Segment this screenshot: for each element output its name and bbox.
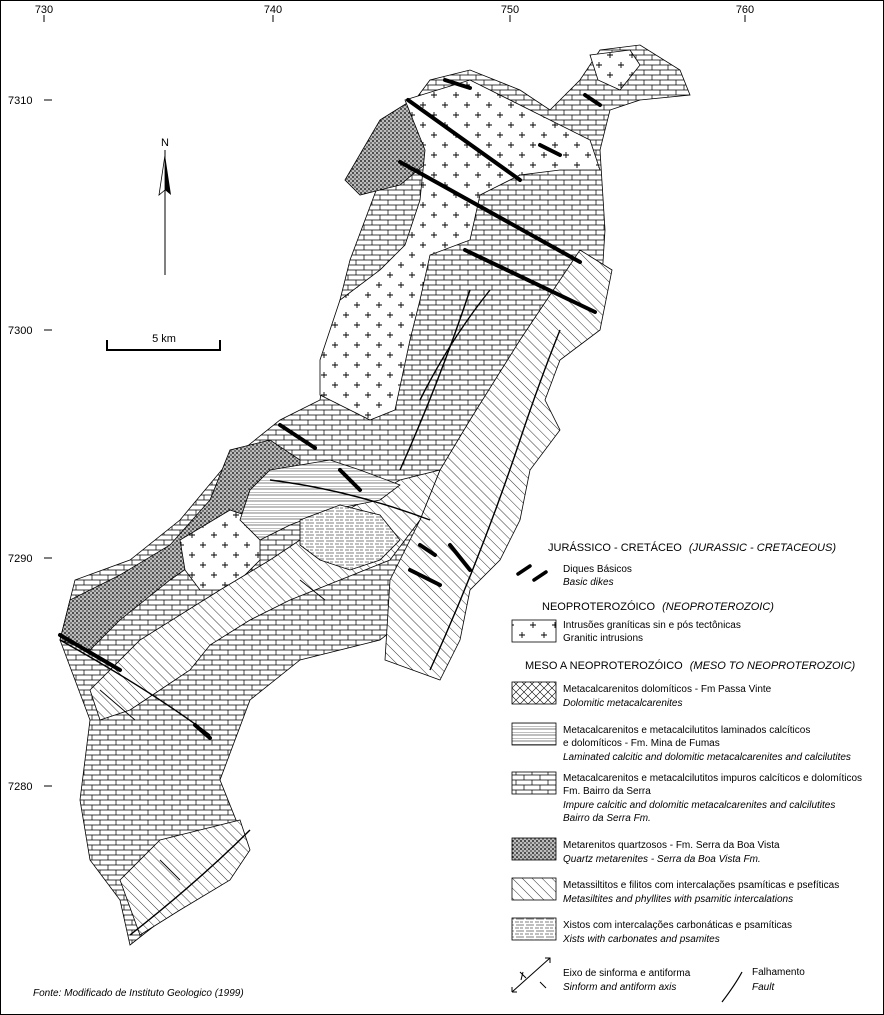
- grid-label-y-1: 7310: [8, 95, 33, 107]
- legend-heading-jurassic: JURÁSSICO - CRETÁCEO: [548, 542, 682, 554]
- legend-impure-en1: Impure calcitic and dolomitic metacalcarenites and calcilutites: [563, 800, 836, 811]
- legend-fault-en: Fault: [752, 982, 775, 993]
- legend-axis-en: Sinform and antiform axis: [563, 982, 677, 993]
- legend-granitic-pt: Intrusões graníticas sin e pós tectônicas: [563, 620, 741, 631]
- legend-heading-meso-en: (MESO TO NEOPROTEROZOIC): [689, 660, 856, 672]
- legend-axis-pt: Eixo de sinforma e antiforma: [563, 968, 691, 979]
- legend-heading-jurassic-en: (JURASSIC - CRETACEOUS): [688, 542, 837, 554]
- grid-label-y-2: 7300: [8, 325, 33, 337]
- grid-label-x-2: 740: [263, 4, 283, 16]
- north-label: N: [161, 137, 169, 149]
- legend-impure-en2: Bairro da Serra Fm.: [563, 813, 651, 824]
- legend-heading-meso: MESO A NEOPROTEROZÓICO: [525, 660, 683, 672]
- legend-heading-neo-en: (NEOPROTEROZOIC): [662, 601, 774, 613]
- legend-xistos-en: Xists with carbonates and psamites: [563, 934, 720, 945]
- grid-label-y-3: 7290: [8, 553, 33, 565]
- legend-dolomitic-swatch: [512, 682, 556, 704]
- legend-quartz-pt: Metarenitos quartzosos - Fm. Serra da Boa Vista: [563, 840, 780, 851]
- legend-laminated-pt1: Metacalcarenitos e metacalcilutitos laminados calcíticos: [563, 725, 811, 736]
- grid-label-y-4: 7280: [8, 781, 33, 793]
- legend-impure-swatch: [512, 772, 556, 794]
- legend-xistos-swatch: [512, 918, 556, 940]
- legend-fault-pt: Falhamento: [752, 967, 805, 978]
- svg-text:JURÁSSICO - CRETÁCEO (JU: [548, 541, 836, 554]
- legend-dolomitic-pt: Metacalcarenitos dolomíticos - Fm Passa Vinte: [563, 684, 772, 695]
- source-note: Fonte: Modificado de Instituto Geologico (1999): [33, 988, 244, 999]
- legend-dikes-pt: Diques Básicos: [563, 564, 632, 575]
- legend-metasiltites-swatch: [512, 878, 556, 900]
- grid-label-x-3: 750: [500, 4, 520, 16]
- legend-quartz-en: Quartz metarenites - Serra da Boa Vista Fm.: [563, 854, 761, 865]
- legend-laminated-en: Laminated calcitic and dolomitic metacalcarenites and calcilutites: [563, 752, 851, 763]
- legend-granitic-swatch: [512, 620, 556, 642]
- legend-laminated-swatch: [512, 723, 556, 745]
- legend-impure-pt2: Fm. Bairro da Serra: [563, 786, 651, 797]
- legend-metasiltites-en: Metasiltites and phyllites with psamitic intercalations: [563, 894, 794, 905]
- legend-laminated-pt2: e dolomíticos - Fm. Mina de Fumas: [563, 738, 720, 749]
- grid-label-x-1: 730: [34, 4, 54, 16]
- legend-impure-pt1: Metacalcarenitos e metacalcilutitos impuros calcíticos e dolomíticos: [563, 773, 863, 784]
- scale-label: 5 km: [152, 333, 176, 345]
- legend-heading-neo: NEOPROTEROZÓICO: [542, 601, 656, 613]
- legend-metasiltites-pt: Metassiltitos e filitos com intercalações psamíticas e psefíticas: [563, 880, 840, 891]
- legend-xistos-pt: Xistos com intercalações carbonáticas e psamíticas: [563, 920, 792, 931]
- legend-quartz-swatch: [512, 838, 556, 860]
- svg-text:MESO A NEOPROTEROZÓICO (: [525, 659, 856, 672]
- grid-label-x-4: 760: [735, 4, 755, 16]
- legend-granitic-en: Granitic intrusions: [563, 633, 644, 644]
- legend-dikes-en: Basic dikes: [563, 577, 614, 588]
- legend-dolomitic-en: Dolomitic metacalcarenites: [563, 698, 683, 709]
